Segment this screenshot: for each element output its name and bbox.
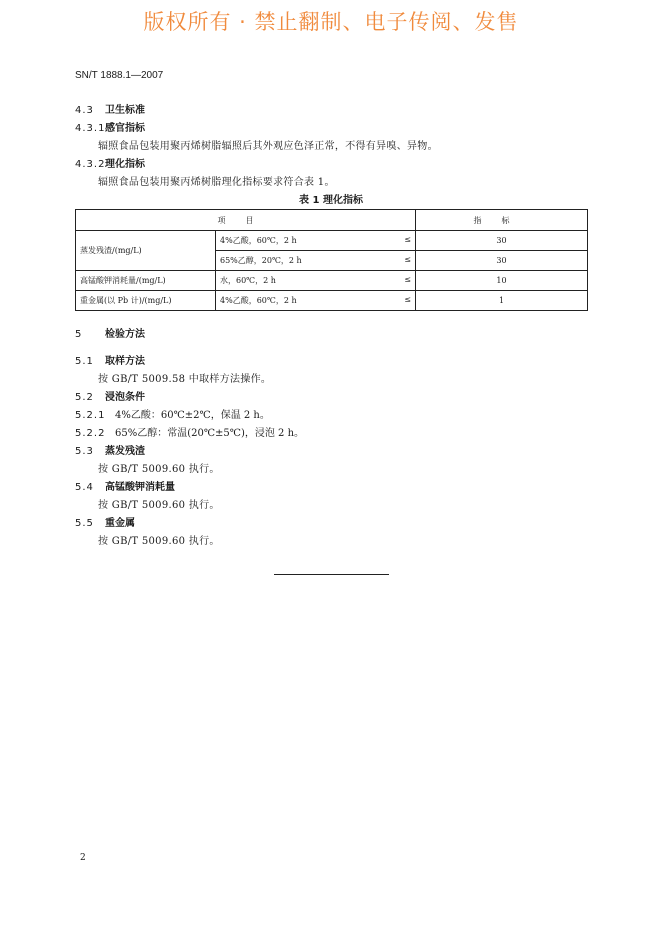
row-value: 30: [416, 231, 588, 251]
section-5-2-heading: [75, 388, 145, 403]
section-5-1-heading: [75, 352, 145, 367]
end-rule: [274, 574, 389, 575]
row-condition: [216, 291, 416, 311]
physicochemical-table: [75, 209, 588, 311]
section-number: 5.2.1: [75, 410, 106, 421]
section-5-2-1: [75, 406, 270, 421]
table-row: [76, 231, 588, 251]
section-number: 5.2.2: [75, 428, 106, 439]
operator: ≤: [404, 295, 411, 304]
section-title: 感官指标: [105, 123, 145, 134]
section-title: 卫生标准: [105, 105, 145, 116]
row-value: 1: [416, 291, 588, 311]
row-value: 30: [416, 251, 588, 271]
section-number: 5.3: [75, 446, 94, 457]
section-text: 4%乙酸：60℃±2℃，保温 2 h。: [115, 410, 270, 421]
section-number: 5.5: [75, 518, 94, 529]
section-5-4-text: 按 GB/T 5009.60 执行。: [98, 500, 220, 511]
condition-text: 4%乙酸，60℃，2 h: [220, 296, 297, 305]
section-5-5-text: 按 GB/T 5009.60 执行。: [98, 536, 220, 547]
row-condition: [216, 251, 416, 271]
operator: ≤: [404, 235, 411, 244]
section-number: 4.3.1: [75, 123, 106, 134]
section-number: 5.1: [75, 356, 94, 367]
row-name: 重金属(以 Pb 计)/(mg/L): [76, 291, 216, 311]
row-value: 10: [416, 271, 588, 291]
row-name: 蒸发残渣/(mg/L): [76, 231, 216, 271]
section-number: 5.4: [75, 482, 94, 493]
section-number: 5: [75, 329, 83, 340]
section-5-3-heading: [75, 442, 145, 457]
section-5-1-text: 按 GB/T 5009.58 中取样方法操作。: [98, 374, 272, 385]
section-4-3-1-heading: [75, 119, 145, 134]
section-5-3-text: 按 GB/T 5009.60 执行。: [98, 464, 220, 475]
section-text: 65%乙醇：常温(20℃±5℃)，浸泡 2 h。: [115, 428, 305, 439]
section-number: 4.3.2: [75, 159, 106, 170]
section-5-4-heading: [75, 478, 175, 493]
operator: ≤: [404, 275, 411, 284]
section-5-2-2: [75, 424, 304, 439]
section-4-3-heading: [75, 101, 145, 116]
row-condition: [216, 271, 416, 291]
section-4-3-2-text: 辐照食品包装用聚丙烯树脂理化指标要求符合表 1。: [98, 177, 335, 188]
section-title: 蒸发残渣: [105, 446, 145, 457]
section-number: 5.2: [75, 392, 94, 403]
section-5-5-heading: [75, 514, 135, 529]
condition-text: 水，60℃，2 h: [220, 276, 276, 285]
section-title: 高锰酸钾消耗量: [105, 482, 175, 493]
table-caption: 表 1 理化指标: [299, 195, 363, 206]
table-header-row: [76, 210, 588, 231]
operator: ≤: [404, 255, 411, 264]
page-number: 2: [80, 853, 86, 863]
section-number: 4.3: [75, 105, 94, 116]
table-row: [76, 271, 588, 291]
column-header-index: 指标: [416, 210, 588, 231]
row-condition: [216, 231, 416, 251]
section-title: 检验方法: [105, 329, 145, 340]
copyright-banner: 版权所有 · 禁止翻制、电子传阅、发售: [143, 10, 519, 34]
section-title: 取样方法: [105, 356, 145, 367]
section-4-3-2-heading: [75, 155, 145, 170]
condition-text: 65%乙醇，20℃，2 h: [220, 256, 302, 265]
section-title: 理化指标: [105, 159, 145, 170]
section-4-3-1-text: 辐照食品包装用聚丙烯树脂辐照后其外观应色泽正常，不得有异嗅、异物。: [98, 141, 438, 152]
condition-text: 4%乙酸，60℃，2 h: [220, 236, 297, 245]
row-name: 高锰酸钾消耗量/(mg/L): [76, 271, 216, 291]
section-5-heading: [75, 325, 145, 340]
table-row: [76, 291, 588, 311]
section-title: 浸泡条件: [105, 392, 145, 403]
standard-number: SN/T 1888.1—2007: [75, 70, 164, 81]
section-title: 重金属: [105, 518, 135, 529]
column-header-item: 项目: [76, 210, 416, 231]
